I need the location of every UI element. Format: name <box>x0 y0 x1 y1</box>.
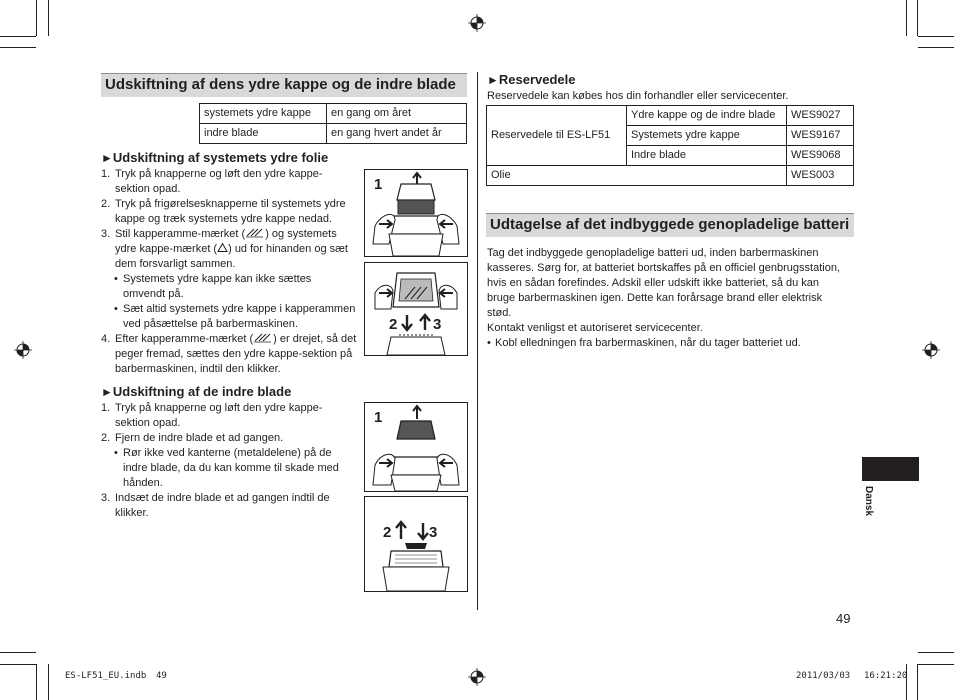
blade-figure-remove <box>364 496 468 592</box>
crop-mark <box>48 664 49 700</box>
text-fragment: ydre kappe-mærket ( <box>115 243 218 255</box>
text-line: klikker. <box>115 507 149 519</box>
text-line: stød. <box>487 307 512 319</box>
text-line: bruge barbermaskinen igen. Dette kan forårsage brand eller elektrisk <box>487 292 823 304</box>
figure-step-label: 2 <box>389 316 398 333</box>
foil-step-4 <box>115 332 356 377</box>
blade-figure-lift <box>364 402 468 492</box>
crop-mark <box>0 664 36 665</box>
step-number: 3. <box>101 492 111 504</box>
text-line: kappe og træk systemets ydre kappe nedad. <box>115 213 333 225</box>
frame-mark-icon <box>253 332 273 343</box>
foil-heading <box>101 150 328 166</box>
text-line: Tryk på knapperne og løft den ydre kappe- <box>115 402 323 414</box>
foil-step-1 <box>115 167 323 197</box>
text-line: ved påsættelse på barbermaskinen. <box>123 318 298 330</box>
step-number: 1. <box>101 168 111 180</box>
text-line: dem forsvarligt sammen. <box>115 258 236 270</box>
table-cell: WES003 <box>787 166 854 186</box>
text-line: omvendt på. <box>123 288 184 300</box>
text-fragment: ) ud for hinanden og sæt <box>228 243 348 255</box>
battery-body <box>487 246 857 336</box>
crop-mark <box>36 0 37 36</box>
crop-mark <box>48 0 49 36</box>
shaver-lift-illustration <box>365 170 467 256</box>
text-line: Systemets ydre kappe kan ikke sættes <box>123 273 312 285</box>
bullet-symbol: • <box>114 447 118 459</box>
text-line: Tryk på knapperne og løft den ydre kappe- <box>115 168 323 180</box>
text-line: kasseres. Sørg for, at batteriet bortskaffes på en officiel genbrugsstation, <box>487 262 841 274</box>
page-number: 49 <box>836 611 851 626</box>
blade-step-1 <box>115 401 323 431</box>
text-line: sektion opad. <box>115 183 181 195</box>
triangle-right-icon: ► <box>101 385 113 399</box>
table-row <box>487 106 854 126</box>
registration-mark-icon <box>922 341 940 359</box>
frame-mark-icon <box>245 227 265 238</box>
step-number: 1. <box>101 402 111 414</box>
table-row <box>487 166 854 186</box>
table-cell: indre blade <box>200 124 327 144</box>
parts-intro: Reservedele kan købes hos din forhandler eller servicecenter. <box>487 90 789 102</box>
foil-bullet-1 <box>123 272 311 302</box>
footer-file-page: 49 <box>156 671 167 681</box>
step-number: 2. <box>101 432 111 444</box>
text-line: Indsæt de indre blade et ad gangen indtil de <box>115 492 330 504</box>
table-cell: Indre blade <box>627 146 787 166</box>
blade-bullet-1 <box>123 446 339 491</box>
language-tab-marker <box>862 457 919 481</box>
crop-mark <box>918 36 954 37</box>
battery-bullet: Kobl elledningen fra barbermaskinen, når du tager batteriet ud. <box>495 337 801 349</box>
foil-step-2 <box>115 197 346 227</box>
footer-date: 2011/03/03 <box>796 671 851 681</box>
spare-parts-table <box>486 105 854 186</box>
parts-heading <box>487 72 576 88</box>
table-cell: Ydre kappe og de indre blade <box>627 106 787 126</box>
footer-time: 16:21:20 <box>864 671 908 681</box>
text-line: Fjern de indre blade et ad gangen. <box>115 432 284 444</box>
registration-mark-icon <box>468 14 486 32</box>
bullet-symbol: • <box>114 303 118 315</box>
text-fragment: ) er drejet, så det <box>273 333 357 345</box>
triangle-right-icon: ► <box>487 73 499 87</box>
table-cell: WES9068 <box>787 146 854 166</box>
figure-step-label: 1 <box>374 409 383 426</box>
table-cell: Olie <box>487 166 787 186</box>
language-label: Dansk <box>863 486 874 517</box>
crop-mark <box>906 0 907 36</box>
figure-step-label: 1 <box>374 176 383 193</box>
footer-file: ES-LF51_EU.indb <box>65 671 147 681</box>
column-divider <box>477 72 478 610</box>
step-number: 2. <box>101 198 111 210</box>
figure-step-label: 2 <box>383 524 392 541</box>
triangle-mark-icon <box>217 242 228 253</box>
step-number: 4. <box>101 333 111 345</box>
blade-heading <box>101 384 291 400</box>
foil-figure-lift <box>364 169 468 257</box>
text-line: sektion opad. <box>115 417 181 429</box>
figure-step-label: 3 <box>429 524 438 541</box>
text-line: Kontakt venligst et autoriseret servicecenter. <box>487 322 703 334</box>
parts-heading-text: Reservedele <box>498 72 576 87</box>
section-title-battery: Udtagelse af det indbyggede genopladelige batteri <box>486 213 854 237</box>
figure-step-label: 3 <box>433 316 442 333</box>
registration-mark-icon <box>14 341 32 359</box>
table-cell: systemets ydre kappe <box>200 104 327 124</box>
section-title-replacement: Udskiftning af dens ydre kappe og de indre blade <box>101 73 467 97</box>
shaver-release-illustration <box>365 263 467 355</box>
table-cell: en gang hvert andet år <box>327 124 467 144</box>
foil-step-3 <box>115 227 348 272</box>
replacement-interval-table <box>199 103 467 144</box>
text-line: hvis en sådan forefindes. Adskil eller udskift ikke batteriet, så du kan <box>487 277 820 289</box>
shaver-lift-illustration <box>365 403 467 491</box>
text-line: peger fremad, sættes den ydre kappe-sektion på <box>115 348 353 360</box>
crop-mark <box>36 664 37 700</box>
registration-mark-icon <box>468 668 486 686</box>
crop-mark <box>0 47 36 48</box>
table-cell: en gang om året <box>327 104 467 124</box>
crop-mark <box>917 0 918 36</box>
table-row <box>200 104 467 124</box>
text-fragment: ) og systemets <box>265 228 337 240</box>
table-row <box>200 124 467 144</box>
foil-figure-release <box>364 262 468 356</box>
triangle-right-icon: ► <box>101 151 113 165</box>
step-number: 3. <box>101 228 111 240</box>
blade-step-2 <box>115 431 283 446</box>
text-line: Rør ikke ved kanterne (metaldelene) på de <box>123 447 332 459</box>
text-line: Sæt altid systemets ydre kappe i kapperammen <box>123 303 356 315</box>
table-cell: WES9167 <box>787 126 854 146</box>
text-line: hånden. <box>123 477 163 489</box>
bullet-symbol: • <box>487 337 491 349</box>
table-cell: Reservedele til ES-LF51 <box>487 106 627 166</box>
text-line: barbermaskinen, indtil den klikker. <box>115 363 281 375</box>
text-line: Tag det indbyggede genopladelige batteri ud, inden barbermaskinen <box>487 247 819 259</box>
blade-step-3 <box>115 491 330 521</box>
blade-removal-illustration <box>365 497 467 591</box>
table-cell: Systemets ydre kappe <box>627 126 787 146</box>
crop-mark <box>918 652 954 653</box>
blade-heading-text: Udskiftning af de indre blade <box>112 384 292 399</box>
foil-heading-text: Udskiftning af systemets ydre folie <box>112 150 329 165</box>
crop-mark <box>906 664 907 700</box>
crop-mark <box>0 36 36 37</box>
text-fragment: Stil kapperamme-mærket ( <box>115 228 246 240</box>
text-line: Tryk på frigørelsesknapperne til systemets ydre <box>115 198 346 210</box>
crop-mark <box>918 47 954 48</box>
crop-mark <box>918 664 954 665</box>
text-fragment: Efter kapperamme-mærket ( <box>115 333 254 345</box>
crop-mark <box>0 652 36 653</box>
text-line: indre blade, da du kan komme til skade med <box>123 462 339 474</box>
crop-mark <box>917 664 918 700</box>
table-cell: WES9027 <box>787 106 854 126</box>
bullet-symbol: • <box>114 273 118 285</box>
foil-bullet-2 <box>123 302 355 332</box>
